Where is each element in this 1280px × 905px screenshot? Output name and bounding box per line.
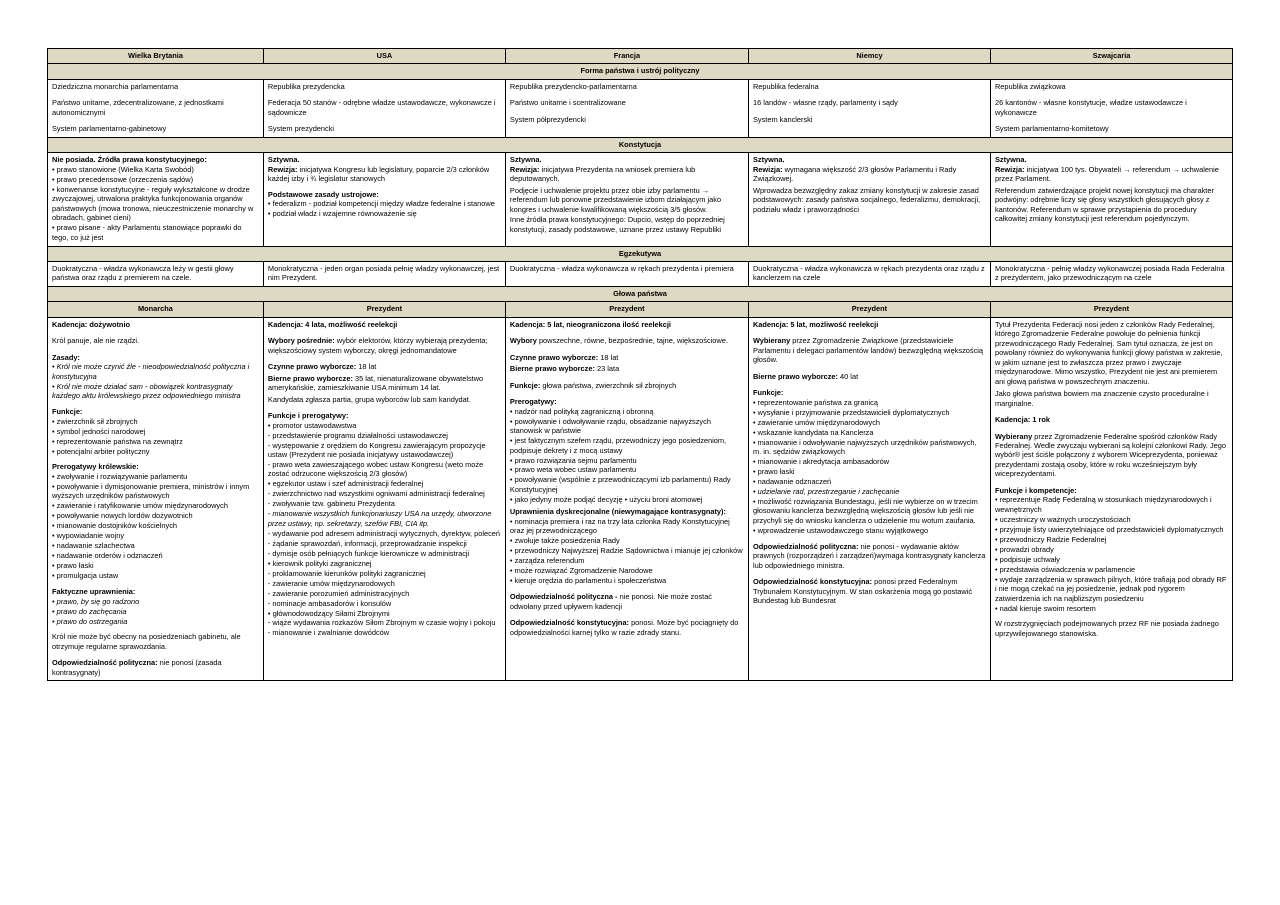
cell-konstytucja-germany xyxy=(748,153,990,246)
odp-konst-text: ponosi. Może być pociągnięty do odpowiedzialności karnej tylko w razie zdrady stanu. xyxy=(509,618,739,637)
list-item: • reprezentowanie państwa na zewnątrz xyxy=(52,436,183,446)
list-item: • nadzór nad polityką zagraniczną i obronną xyxy=(509,406,654,416)
revision-label: Rewizja: xyxy=(994,164,1025,174)
list-item: • zwoływanie i rozwiązywanie parlamentu xyxy=(52,471,188,481)
role-header-row xyxy=(48,302,1233,317)
role-header-usa: Prezydent xyxy=(263,302,505,317)
list-item: • konwenanse konstytucyjne - reguły wykształcone w drodze zwyczajowej, utrwalona praktyka funkcjonowania organów państwowych (mowa tronowa, nieuczestniczenie monarchy w obradach, gabinet cieni) xyxy=(52,184,254,223)
bullet-list-zasady xyxy=(52,362,259,400)
list-item: • kierownik polityki zagranicznej xyxy=(267,558,372,568)
list-item: • prawo rozwiązania sejmu parlamentu xyxy=(509,455,637,465)
section-band-row xyxy=(48,64,1233,79)
bierne-text: 23 lata xyxy=(594,364,620,374)
text-line: 26 kantonów - własne konstytucje, władze ustawodawcze i wykonawcze xyxy=(994,98,1187,117)
section-band-row xyxy=(48,286,1233,301)
odpowiedzialnosc-text: nie ponosi (zasada kontrasygnaty) xyxy=(52,658,222,677)
cell-glowa-france xyxy=(505,317,748,681)
list-item: - zawieranie umów międzynarodowych xyxy=(267,578,395,588)
list-item: • prawo pisane - akty Parlamentu stanowiące poprawki do tego, co już jest xyxy=(52,223,242,242)
cell-egzekutywa-germany: Duokratyczna - władza wykonawcza w rękach prezydenta oraz rządu z kanclerzem na czele xyxy=(748,261,990,286)
list-item: • głównodowodzący Siłami Zbrojnymi xyxy=(267,608,390,618)
text-line: Federacja 50 stanów - odrębne władze ustawodawcze, wykonawcze i sądownicze xyxy=(267,98,496,117)
list-item: • promotor ustawodawstwa xyxy=(267,420,357,430)
text-line: Referendum zatwierdzające projekt nowej konstytucji ma charakter podwójny: odrębnie liczy się głosy wszystkich głosujących głosy z kantonów. Referendum w sprawie przystąpienia do procedury całkowitej zmiany konstytucji jest referendum pojedynczym. xyxy=(994,185,1214,224)
bierne-text: 40 lat xyxy=(837,371,859,381)
odp-konst-text: ponosi przed Federalnym Trybunałem Konstytucyjnym. W stan oskarżenia mogą go postawić Bundestag lub Bundesrat xyxy=(752,577,973,606)
text-line: Państwo unitarne, zdecentralizowane, z jednostkami autonomicznymi xyxy=(52,98,224,117)
list-item: • wypowiadanie wojny xyxy=(52,531,125,541)
list-item: • nadawanie orderów i odznaczeń xyxy=(52,551,163,561)
list-item: • jest faktycznym szefem rządu, przewodniczy jego posiedzeniom, podpisuje dekrety i z mocą ustawy xyxy=(509,436,727,455)
list-item: • promulgacja ustaw xyxy=(52,571,119,581)
text-line: Państwo unitarne i scentralizowane xyxy=(509,98,626,108)
list-item: • Król nie może działać sam - obowiązek kontrasygnaty każdego aktu królewskiego przez odpowiedniego ministra xyxy=(52,381,241,401)
list-item: • podpisuje uchwały xyxy=(994,554,1061,564)
odp-pol-label: Odpowiedzialność polityczna - xyxy=(509,592,618,602)
revision-line xyxy=(510,165,744,184)
list-item: • potencjalni arbiter polityczny xyxy=(52,446,150,456)
list-item: • zarządza referendum xyxy=(509,556,585,566)
list-item: - prawo weta zawieszającego wobec ustaw Kongresu (weto może zostać odrzucone większością 2/3 głosów) xyxy=(267,459,484,479)
text-line: System parlamentarno-gabinetowy xyxy=(52,124,167,134)
kadencja-germany: Kadencja: 5 lat, możliwość reelekcji xyxy=(752,319,879,329)
bullet-list-faktyczne xyxy=(52,597,259,626)
odpowiedzialnosc-polityczna-france xyxy=(510,592,744,611)
kadencja-france: Kadencja: 5 lat, nieograniczona ilość reelekcji xyxy=(509,319,671,329)
list-item: - dymisje osób pełniących funkcje kierownicze w administracji xyxy=(267,548,470,558)
bierne-prawo-france xyxy=(510,364,744,373)
cell-glowa-usa xyxy=(263,317,505,681)
odpowiedzialnosc-konstytucyjna-france xyxy=(510,618,744,637)
bullet-list-prerogatywy xyxy=(52,472,259,581)
text-line: System kanclerski xyxy=(752,114,813,124)
wybory-france xyxy=(510,336,744,345)
subheading: Prerogatywy: xyxy=(509,397,557,407)
list-item: • wskazanie kandydata na Kanclerza xyxy=(752,427,874,437)
cell-egzekutywa-france: Duokratyczna - władza wykonawcza w rękach prezydenta i premiera xyxy=(505,261,748,286)
text-line: W rozstrzygnięciach podejmowanych przez RF nie posiada żadnego uprzywilejowanego stanowiska. xyxy=(994,619,1219,638)
list-item: • prawo do ostrzegania xyxy=(52,616,128,626)
revision-text: inicjatywa Prezydenta na wniosek premiera lub deputowanych. xyxy=(509,164,696,184)
cell-konstytucja-uk xyxy=(48,153,264,246)
revision-line xyxy=(995,165,1228,184)
list-item: • nadawanie szlachectwa xyxy=(52,541,135,551)
funkcje-france xyxy=(510,381,744,390)
list-item: • wydaje zarządzenia w sprawach pilnych, które trafiają pod obrady RF i nie mogą czekać na jej posiedzenie, jednak pod rygorem zatwierdzenia ich na najbliższym posiedzeniu xyxy=(994,574,1227,603)
czynne-text: 18 lat xyxy=(356,362,377,372)
list-item: • przewodniczy Najwyższej Radzie Sądownictwa i mianuje jej członków xyxy=(509,546,743,556)
wybory-label: Wybory pośrednie: xyxy=(267,336,335,346)
bullet-list-funkcje-switzerland xyxy=(995,495,1228,613)
list-item: • przewodniczy Radzie Federalnej xyxy=(994,534,1107,544)
bierne-text: 35 lat, nienaturalizowane obywatelstwo amerykańskie, zamieszkiwanie USA minimum 14 lat. xyxy=(267,373,484,393)
text-line: System prezydencki xyxy=(267,124,335,134)
role-header-switzerland: Prezydent xyxy=(990,302,1232,317)
column-header-usa: USA xyxy=(263,49,505,64)
wybory-label: Wybierany xyxy=(752,336,791,346)
odpowiedzialnosc-uk xyxy=(52,658,259,677)
list-item: • przyjmuje listy uwierzytelniające od przedstawicieli dyplomatycznych xyxy=(994,524,1224,534)
list-item: - wiąże wydawania rozkazów Siłom Zbrojnym w czasie wojny i pokoju xyxy=(267,618,496,628)
odpowiedzialnosc-konstytucyjna-germany xyxy=(753,577,986,605)
odp-pol-label: Odpowiedzialność polityczna: xyxy=(752,541,859,551)
list-item: • powoływanie nowych lordów dożywotnich xyxy=(52,511,193,521)
wybory-label: Wybierany xyxy=(994,431,1033,441)
wybory-germany xyxy=(753,336,986,364)
wybory-usa xyxy=(268,336,501,355)
subheading: Sztywna. xyxy=(994,155,1027,165)
subheading: Sztywna. xyxy=(267,155,300,165)
list-item: • symbol jedności narodowej xyxy=(52,426,146,436)
text-line: Jako głowa państwa bowiem ma znaczenie czysto proceduralne i marginalne. xyxy=(994,389,1209,408)
czynne-label: Czynne prawo wyborcze: xyxy=(267,362,357,372)
revision-line xyxy=(268,165,501,184)
list-item: • udzielanie rad, przestrzeganie i zachęcanie xyxy=(752,486,900,496)
text-line: Dziedziczna monarchia parlamentarna xyxy=(52,81,179,91)
list-item: • prawo do zachęcania xyxy=(52,606,127,616)
text-line: Król nie może być obecny na posiedzeniach gabinetu, ale otrzymuje regularne sprawozdania. xyxy=(52,632,241,651)
wybory-switzerland xyxy=(995,432,1228,479)
bullet-list-uprawnienia-france xyxy=(510,517,744,586)
comparative-table-sheet xyxy=(47,48,1233,681)
list-item: • kieruje orędzia do parlamentu i społeczeństwa xyxy=(509,576,667,586)
czynne-prawo-usa xyxy=(268,362,501,371)
list-item: - zawieranie porozumień administracyjnych xyxy=(267,588,410,598)
bierne-label: Bierne prawo wyborcze: xyxy=(267,373,353,383)
cell-konstytucja-usa xyxy=(263,153,505,246)
wybory-text: wybór elektorów, którzy wybierają prezydenta; większościowy system wyborczy, okręgi jednomandatowe xyxy=(267,336,488,355)
wybory-text: powszechne, równe, bezpośrednie, tajne, większościowe. xyxy=(536,336,728,346)
list-item: • wprowadzenie ustawodawczego stanu wyjątkowego xyxy=(752,525,929,535)
list-item: • prawo, by się go radzono xyxy=(52,596,140,606)
text-line: Republika związkowa xyxy=(994,81,1066,91)
text-line: Król panuje, ale nie rządzi. xyxy=(52,336,140,346)
list-item: • powoływanie i dymisjonowanie premiera, ministrów i innym wyższych urzędników państwowych xyxy=(52,481,250,501)
column-header-france: Francja xyxy=(505,49,748,64)
list-item: • prowadzi obrady xyxy=(994,544,1054,554)
bullet-list xyxy=(268,199,501,218)
role-header-germany: Prezydent xyxy=(748,302,990,317)
table-row xyxy=(48,79,1233,137)
bierne-label: Bierne prawo wyborcze: xyxy=(752,371,838,381)
table-row xyxy=(48,261,1233,286)
cell-glowa-uk xyxy=(48,317,264,681)
subheading: Funkcje: xyxy=(752,388,784,398)
kadencja-uk: Kadencja: dożywotnio xyxy=(52,319,131,329)
wybory-text: przez Zgromadzenie Federalne spośród członków Rady Federalnej. Wedle zwyczaju wybierani są kolejni członkowi Rady. Jego wybór® jest ściśle połączony z wyborem Wiceprezydenta, ponieważ prezydentami zostają osoby, które w roku wcześniejszym były wiceprezydentami. xyxy=(994,431,1226,479)
list-item: - proklamowanie kierunków polityki zagranicznej xyxy=(267,568,426,578)
list-item: • wysyłanie i przyjmowanie przedstawicieli dyplomatycznych xyxy=(752,407,950,417)
list-item: - wydawanie pod adresem administracji wytycznych, dyrektyw, poleceń xyxy=(267,528,501,538)
list-item: • prawo precedensowe (orzeczenia sądów) xyxy=(52,174,194,184)
funkcje-label: Funkcje: xyxy=(509,380,541,390)
country-comparison-table xyxy=(47,48,1233,681)
revision-line xyxy=(753,165,986,184)
list-item: • prawo łaski xyxy=(752,466,795,476)
subheading: Zasady: xyxy=(52,352,80,362)
revision-text: inicjatywa 100 tys. Obywateli → referendum → uchwalenie przez Parlament. xyxy=(994,164,1219,184)
list-item: • reprezentowanie państwa za granicą xyxy=(752,397,878,407)
list-item: • nominacja premiera i raz na trzy lata członka Rady Konstytucyjnej oraz jej przewodniczącego xyxy=(509,516,730,536)
list-item: • egzekutor ustaw i szef administracji federalnej xyxy=(267,479,424,489)
subheading: Funkcje i prerogatywy: xyxy=(267,411,349,421)
czynne-label: Czynne prawo wyborcze: xyxy=(509,352,599,362)
subheading: Sztywna. xyxy=(509,155,542,165)
list-item: - zwierzchnictwo nad wszystkimi ogniwami administracji federalnej xyxy=(267,489,485,499)
cell-forma-france xyxy=(505,79,748,137)
cell-forma-germany xyxy=(748,79,990,137)
list-item: - zwoływanie tzw. gabinetu Prezydenta xyxy=(267,499,395,509)
subheading: Funkcje i kompetencje: xyxy=(994,485,1077,495)
list-item: • możliwość rozwiązania Bundestagu, jeśli nie wybierze on w trzecim głosowaniu kanclerza bezwzględną większością głosów lub jeśli nie przychyli się do wniosku kanclerza o udzielenie mu wotum zaufania. xyxy=(752,496,978,525)
czynne-text: 18 lat xyxy=(598,352,619,362)
list-item: - żądanie sprawozdań, informacji, przeprowadzanie inspekcji xyxy=(267,538,467,548)
column-header-switzerland: Szwajcaria xyxy=(990,49,1232,64)
wybory-text: przez Zgromadzenie Związkowe (przedstawiciele Parlamentu i delegaci parlamentów landów) bezwzględną większością głosów. xyxy=(752,336,984,365)
cell-egzekutywa-uk: Duokratyczna - władza wykonawcza leży w gestii głowy państwa oraz rządu z premierem na czele. xyxy=(48,261,264,286)
cell-konstytucja-switzerland xyxy=(990,153,1232,246)
section-title-forma-panstwa: Forma państwa i ustrój polityczny xyxy=(48,64,1233,79)
list-item: • prawo stanowione (Wielka Karta Swobód) xyxy=(52,164,194,174)
section-band-row xyxy=(48,137,1233,152)
list-item: • prawo weta wobec ustaw parlamentu xyxy=(509,465,637,475)
list-item: - mianowanie wszystkich funkcjonariuszy USA na urzędy, utworzone przez ustawy, np. sekretarzy, szefów FBI, CIA itp. xyxy=(267,509,492,528)
text-line: Tytuł Prezydenta Federacji nosi jeden z członków Rady Federalnej, którego Zgromadzenie Federalne powołuje do pełnienia funkcji przewodniczącego Rady Federalnej. Sam tytuł oznacza, że jest on powołany również do wykonywania funkcji głowy państwa w zakresie, w jakim uznane jest to zwłaszcza przez prawo i zwyczaje międzynarodowe. Mimo wszystko, Prezydent nie jest ani premierem ani głową państwa w powszechnym znaczeniu. xyxy=(994,319,1223,386)
list-item: • podział władz i wzajemne równoważenie się xyxy=(267,209,417,219)
table-header-row xyxy=(48,49,1233,64)
cell-forma-switzerland xyxy=(990,79,1232,137)
list-item: • może rozwiązać Zgromadzenie Narodowe xyxy=(509,566,653,576)
cell-egzekutywa-switzerland: Monokratyczna - pełnię władzy wykonawczej posiada Rada Federalna z prezydentem, jako przewodniczącym na czele xyxy=(990,261,1232,286)
bierne-prawo-germany xyxy=(753,372,986,381)
list-item: • nadawanie odznaczeń xyxy=(752,476,832,486)
role-header-uk: Monarcha xyxy=(48,302,264,317)
list-item: • nadal kieruje swoim resortem xyxy=(994,603,1096,613)
cell-forma-usa xyxy=(263,79,505,137)
cell-konstytucja-france xyxy=(505,153,748,246)
bullet-list-funkcje xyxy=(52,417,259,456)
revision-label: Rewizja: xyxy=(752,164,783,174)
kadencja-usa: Kadencja: 4 lata, możliwość reelekcji xyxy=(267,319,398,329)
text-line: Republika prezydencka xyxy=(267,81,345,91)
text-line: Wprowadza bezwzględny zakaz zmiany konstytucji w zakresie zasad podstawowych: zasady państwa socjalnego, federalizmu, demokracji, podziału władz i praworządności xyxy=(752,185,981,214)
subheading: Nie posiada. Źródła prawa konstytucyjnego: xyxy=(52,155,207,165)
section-title-konstytucja: Konstytucja xyxy=(48,137,1233,152)
list-item: • zwierzchnik sił zbrojnych xyxy=(52,416,138,426)
list-item: • jako jedyny może podjąć decyzję • użyciu broni atomowej xyxy=(509,494,703,504)
section-band-row xyxy=(48,246,1233,261)
subheading: Uprawnienia dyskrecjonalne (niewymagające kontrasygnaty): xyxy=(509,507,726,517)
list-item: • powoływanie (wspólnie z przewodniczącymi izb parlamentu) Rady Konstytucyjnej xyxy=(509,475,731,494)
text-line: System parlamentarno-komitetowy xyxy=(994,124,1109,134)
odp-konst-label: Odpowiedzialność konstytucyjna: xyxy=(509,618,630,628)
czynne-prawo-france xyxy=(510,353,744,362)
bierne-prawo-usa xyxy=(268,374,501,393)
subheading: Prerogatywy królewskie: xyxy=(52,462,139,472)
subheading: Funkcje: xyxy=(52,407,83,417)
list-item: • przedstawia oświadczenia w parlamencie xyxy=(994,564,1136,574)
list-item: • reprezentuje Radę Federalną w stosunkach międzynarodowych i wewnętrznych xyxy=(994,495,1212,514)
funkcje-text: głowa państwa, zwierzchnik sił zbrojnych xyxy=(540,380,677,390)
column-header-uk: Wielka Brytania xyxy=(48,49,264,64)
wybory-label: Wybory xyxy=(509,336,537,346)
revision-label: Rewizja: xyxy=(509,164,540,174)
text-line: System półprezydencki xyxy=(509,114,586,124)
list-item: • prawo łaski xyxy=(52,561,94,571)
bullet-list-funkcje-germany xyxy=(753,398,986,536)
table-row xyxy=(48,153,1233,246)
list-item: - mianowanie i zwalnianie dowódców xyxy=(267,628,390,638)
list-item: • zwołuje także posiedzenia Rady xyxy=(509,536,620,546)
text-line: Podjęcie i uchwalenie projektu przez obie izby parlamentu → referendum lub ponowne przedstawienie izbom działającym jako kongres i uchwalenie kwalifikowaną większością 3/5 głosów. xyxy=(509,185,722,214)
text-line: 16 landów - własne rządy, parlamenty i sądy xyxy=(752,98,898,108)
list-item: • mianowanie i odwoływanie najwyższych urzędników państwowych, m. in. sędziów związkowych xyxy=(752,437,977,456)
revision-label: Rewizja: xyxy=(267,164,298,174)
odp-pol-text: nie ponosi. Nie może zostać odwołany przed upływem kadencji xyxy=(509,592,712,611)
section-title-glowa-panstwa: Głowa państwa xyxy=(48,286,1233,301)
list-item: - występowanie z orędziem do Kongresu zawierającym propozycje ustaw (Prezydent nie posiada inicjatywy ustawodawczej) xyxy=(267,440,486,459)
text-line: Inne źródła prawa konstytucyjnego: Dupcio, wstęp do poprzedniej konstytucji, zasady podstawowe, uznane przez ustawy Republiki xyxy=(509,215,725,234)
list-item: - przedstawienie programu działalności ustawodawczej xyxy=(267,430,448,440)
role-header-france: Prezydent xyxy=(505,302,748,317)
cell-glowa-germany xyxy=(748,317,990,681)
list-item: • mianowanie i akredytacja ambasadorów xyxy=(752,456,890,466)
column-header-germany: Niemcy xyxy=(748,49,990,64)
bullet-list-prerogatywy-france xyxy=(510,407,744,505)
text-line: Kandydata zgłasza partia, grupa wyborców lub sam kandydat. xyxy=(267,394,471,404)
list-item: • Król nie może czynić źle - nieodpowiedzialność polityczna i konstytucyjna xyxy=(52,362,250,381)
list-item: • federalizm - podział kompetencji między władze federalne i stanowe xyxy=(267,199,495,209)
list-item: - nominacje ambasadorów i konsulów xyxy=(267,598,392,608)
odpowiedzialnosc-label: Odpowiedzialność polityczna: xyxy=(52,658,158,668)
cell-forma-uk xyxy=(48,79,264,137)
subheading: Podstawowe zasady ustrojowe: xyxy=(267,189,379,199)
cell-glowa-switzerland xyxy=(990,317,1232,681)
table-row-detail xyxy=(48,317,1233,681)
revision-text: wymagana większość 2/3 głosów Parlamentu i Rady Związkowej. xyxy=(752,164,957,184)
list-item: • uczestniczy w ważnych uroczystościach xyxy=(994,514,1131,524)
kadencja-switzerland: Kadencja: 1 rok xyxy=(994,415,1051,425)
bierne-label: Bierne prawo wyborcze: xyxy=(509,364,595,374)
cell-egzekutywa-usa: Monokratyczna - jeden organ posiada pełnię władzy wykonawczej, jest nim Prezydent. xyxy=(263,261,505,286)
list-item: • mianowanie dostojników kościelnych xyxy=(52,521,178,531)
list-item: • zawieranie umów międzynarodowych xyxy=(752,417,881,427)
text-line: Republika federalna xyxy=(752,81,819,91)
section-title-egzekutywa: Egzekutywa xyxy=(48,246,1233,261)
odpowiedzialnosc-polityczna-germany xyxy=(753,542,986,570)
list-item: • zawieranie i ratyfikowanie umów międzynarodowych xyxy=(52,501,228,511)
text-line: Republika prezydencko-parlamentarna xyxy=(509,81,637,91)
bullet-list-funkcje-usa xyxy=(268,421,501,638)
odp-konst-label: Odpowiedzialność konstytucyjna: xyxy=(752,577,873,587)
subheading: Sztywna. xyxy=(752,155,785,165)
odp-pol-text: nie ponosi - wydawanie aktów prawnych (rozporządzeń i zarządzeń)wymaga kontrasygnaty kanclerza lub odpowiedniego ministra. xyxy=(752,541,986,570)
revision-text: inicjatywa Kongresu lub legislatury, poparcie 2/3 członków każdej izby i ¾ legislatur stanowych xyxy=(267,164,490,184)
list-item: • powoływanie i odwoływanie rządu, obsadzanie najwyższych stanowisk w państwie xyxy=(509,416,711,436)
subheading: Faktyczne uprawnienia: xyxy=(52,587,136,597)
bullet-list xyxy=(52,165,259,242)
